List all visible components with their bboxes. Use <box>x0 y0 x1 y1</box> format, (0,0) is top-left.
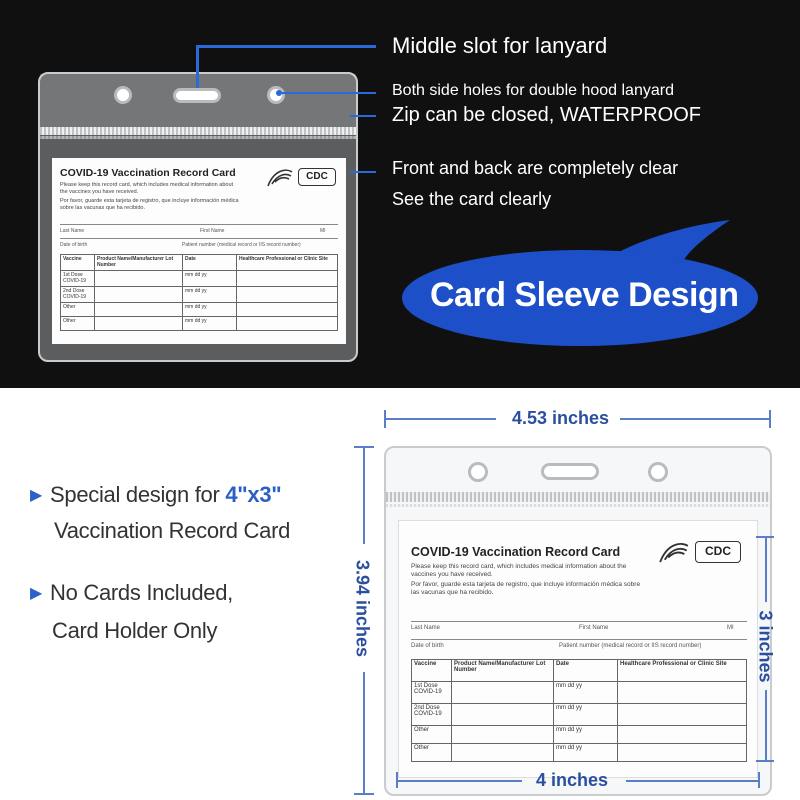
annotation-middle-slot: Middle slot for lanyard <box>392 33 608 58</box>
middle-slot <box>173 88 221 103</box>
hhs-eagle-icon <box>655 539 693 569</box>
middle-slot <box>541 463 599 480</box>
card-title: COVID-19 Vaccination Record Card <box>411 545 621 559</box>
dim-height-card: 3 inches <box>755 610 776 683</box>
bubble-text: Card Sleeve Design <box>430 276 739 314</box>
dim-width-outer: 4.53 inches <box>512 408 610 428</box>
sleeve-bottom <box>384 446 772 796</box>
annotation-clear-2: See the card clearly <box>392 189 552 209</box>
card-title: COVID-19 Vaccination Record Card <box>60 167 236 179</box>
feature-special-design: ▶ Special design for 4"x3" <box>30 482 282 507</box>
sleeve-top <box>38 72 358 362</box>
zip-seal <box>386 492 770 502</box>
dim-height-outer: 3.94 inches <box>352 559 373 658</box>
vaccination-card-bottom: COVID-19 Vaccination Record Card Please keep this record card, which includes medical information about the vaccines you have received. Por favor, guarde esta tarjeta de registro, que incluye información médica sobre las vacunas que ha recibido. CDC Last Name First Name MI Date of birth Patient number (medical record or IIS record number) Vaccine Product Name/Manufacturer Lot Number Date Healthcare Professional or Clinic Site 1st Dose COVID-19 mm dd yy 2nd Dose COVID-19 mm dd yy Other mm dd yy Other mm dd yy <box>398 520 758 778</box>
annotation-zip: Zip can be closed, WATERPROOF <box>392 104 701 126</box>
annotation-clear-1: Front and back are completely clear <box>392 158 679 178</box>
card-note-es: Por favor, guarde esta tarjeta de registro, que incluye información médica sobre las vacunas que ha recibido. <box>411 581 641 597</box>
cdc-logo: CDC <box>695 541 741 563</box>
hhs-eagle-icon <box>264 166 296 192</box>
cdc-logo: CDC <box>298 168 336 186</box>
feature-no-cards: ▶ No Cards Included, <box>30 580 233 605</box>
side-hole-left <box>468 462 488 482</box>
feature-special-design-line2: Vaccination Record Card <box>54 518 291 543</box>
card-note-en: Please keep this record card, which includes medical information about the vaccines you have received. <box>60 182 234 195</box>
bullet-triangle-icon: ▶ <box>30 585 43 602</box>
vaccination-card-top: COVID-19 Vaccination Record Card Please keep this record card, which includes medical information about the vaccines you have received. Por favor, guarde esta tarjeta de registro, que incluye información médica sobre las vacunas que ha recibido. CDC Last Name First Name MI Date of birth Patient number (medical record or IIS record number) Vaccine Product Name/Manufacturer Lot Number Date Healthcare Professional or Clinic Site 1st Dose COVID-19 mm dd yy 2nd Dose COVID-19 mm dd yy Other mm dd yy Other mm dd yy <box>52 158 346 344</box>
vaccine-table: Vaccine Product Name/Manufacturer Lot Number Date Healthcare Professional or Clinic Site 1st Dose COVID-19 mm dd yy 2nd Dose COVID-19 mm dd yy Other mm dd yy Other mm dd yy <box>411 659 747 762</box>
bullet-triangle-icon: ▶ <box>30 487 43 504</box>
zip-seal <box>40 127 356 135</box>
card-note-es: Por favor, guarde esta tarjeta de registro, que incluye información médica sobre las vacunas que ha recibido. <box>60 198 239 211</box>
bottom-panel <box>0 388 800 800</box>
side-hole-right <box>648 462 668 482</box>
annotation-side-holes: Both side holes for double hood lanyard <box>392 82 674 99</box>
side-hole-left <box>114 86 132 104</box>
dim-width-card: 4 inches <box>536 770 609 790</box>
card-note-en: Please keep this record card, which includes medical information about the vaccines you have received. <box>411 563 627 579</box>
feature-no-cards-line2: Card Holder Only <box>52 618 218 643</box>
vaccine-table: Vaccine Product Name/Manufacturer Lot Number Date Healthcare Professional or Clinic Site 1st Dose COVID-19 mm dd yy 2nd Dose COVID-19 mm dd yy Other mm dd yy Other mm dd yy <box>60 254 338 331</box>
top-panel <box>0 0 800 388</box>
